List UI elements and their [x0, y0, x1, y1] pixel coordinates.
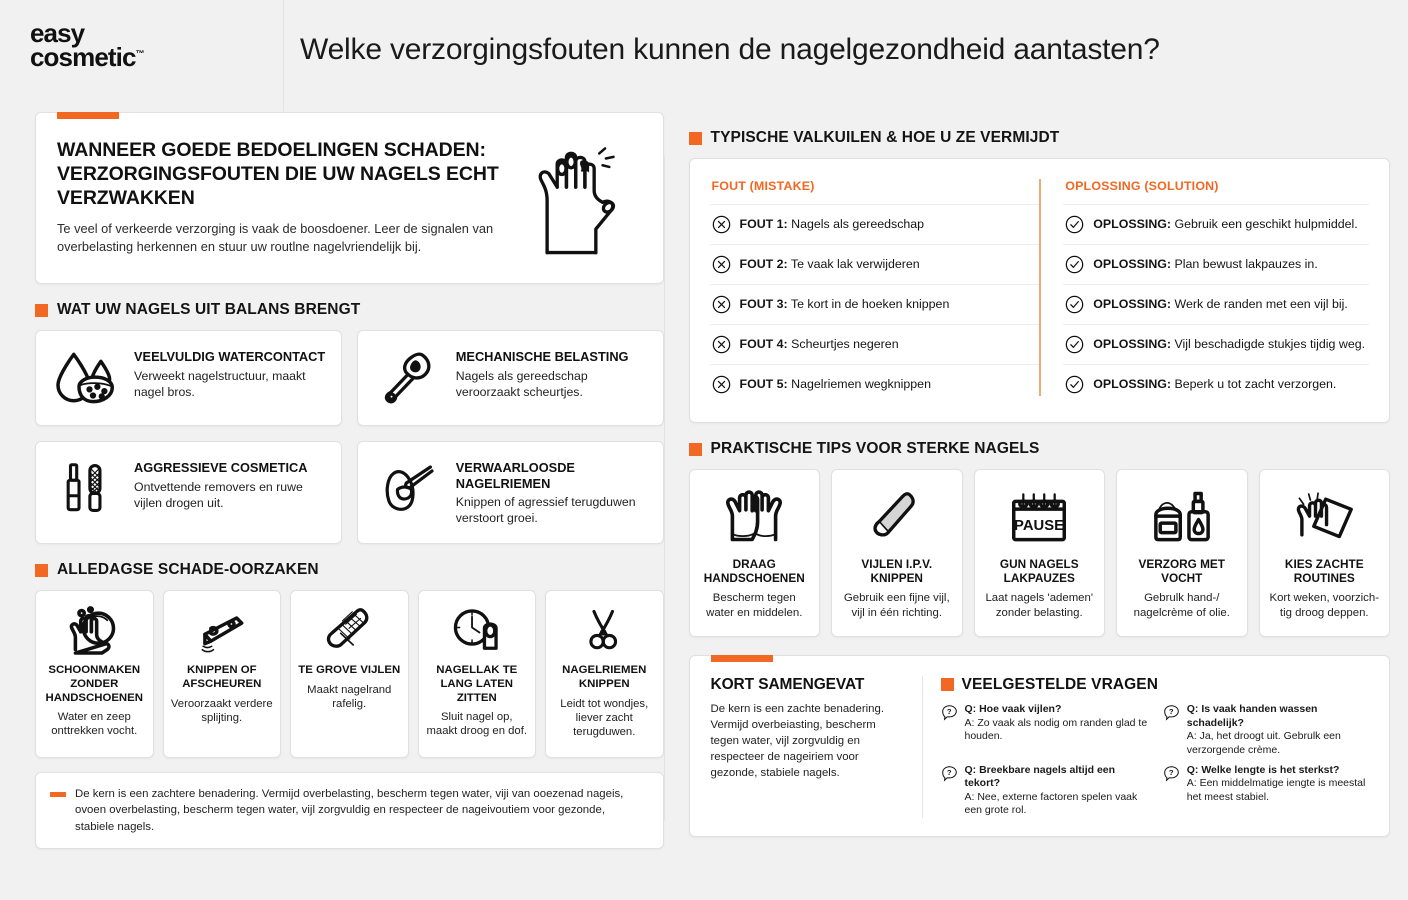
- balance-card-text: Ontvettende removers en ruwe vijlen drogen uit.: [134, 479, 303, 510]
- faq-answer: A: Ja, het droogt uit. Gebrulk een verzorgende crème.: [1186, 730, 1341, 756]
- bottle-opener-icon: [372, 347, 444, 405]
- accent-square-icon: [941, 678, 954, 691]
- solution-label: OPLOSSING:: [1093, 377, 1172, 392]
- hero-body: Te veel of verkeerde verzorging is vaak de boosdoener. Leer de signalen van overbelasting herkennen en stuur uw routlne nagelvriendelijk bij.: [57, 220, 494, 254]
- section-head-tips: [689, 440, 1391, 458]
- tip-card-title: VERZORG MET VOCHT: [1138, 557, 1225, 586]
- balance-card[interactable]: [35, 441, 342, 544]
- brand-line-1: easy: [30, 18, 85, 48]
- section-head-daily: [35, 561, 664, 579]
- svg-text:?: ?: [946, 707, 951, 717]
- solution-label: OPLOSSING:: [1093, 217, 1172, 232]
- hand-towel-icon: [1268, 486, 1382, 548]
- solution-text: Gebruik een geschikt hulpmiddel.: [1171, 217, 1358, 232]
- accent-square-icon: [35, 564, 48, 577]
- tip-card[interactable]: [1116, 469, 1248, 637]
- summary-text: De kern is een zachte benadering. Vermijd overbeiasting, bescherm tegen water, vijl zorgvuldig en respecteer de nageiriem voor gezonde, stabiele nagels.: [710, 702, 885, 779]
- mistake-text: Te vaak lak verwijderen: [787, 257, 920, 272]
- faq-item[interactable]: [941, 703, 1149, 758]
- water-drop-sponge-icon: [50, 347, 122, 409]
- table-row[interactable]: [1063, 324, 1369, 364]
- svg-text:?: ?: [1168, 767, 1174, 777]
- faq-question: Q: Breekbare nagels altijd een tekort?: [964, 763, 1116, 790]
- daily-card-title: KNIPPEN OF AFSCHEUREN: [182, 664, 262, 690]
- table-row[interactable]: [1063, 284, 1369, 324]
- nail-file-icon: [298, 604, 401, 656]
- accent-square-icon: [689, 443, 702, 456]
- tip-card[interactable]: [1259, 469, 1391, 637]
- accent-tab: [57, 112, 119, 119]
- tip-card-text: Kort weken, voorzich-tig droog deppen.: [1269, 592, 1380, 620]
- balance-card-grid: [35, 330, 664, 544]
- solution-text: Vijl beschadigde stukjes tijdig weg.: [1171, 337, 1366, 352]
- solution-label: OPLOSSING:: [1093, 257, 1172, 272]
- faq-heading-row: [941, 676, 1372, 694]
- left-column: [0, 112, 664, 849]
- hero-card: [35, 112, 664, 284]
- section-title-pitfalls: TYPISCHE VALKUILEN & HOE U ZE VERMIJDT: [710, 129, 1060, 146]
- faq-block: [923, 676, 1372, 818]
- calendar-pause-label: PAUSE: [1014, 518, 1065, 535]
- daily-card[interactable]: [163, 590, 282, 758]
- calendar-pause-icon: [983, 486, 1097, 548]
- tip-card-title: KIES ZACHTE ROUTINES: [1284, 557, 1364, 586]
- mistake-text: Nagelriemen wegknippen: [787, 377, 931, 392]
- question-bubble-icon: [1163, 765, 1180, 782]
- table-row[interactable]: [710, 204, 1040, 244]
- mistake-text: Scheurtjes negeren: [787, 337, 899, 352]
- table-row[interactable]: [710, 284, 1040, 324]
- check-circle-icon: [1065, 215, 1084, 234]
- balance-card[interactable]: [357, 330, 664, 426]
- daily-card[interactable]: [290, 590, 409, 758]
- daily-card-text: Water en zeep onttrekken vocht.: [51, 711, 138, 738]
- column-header-solution: OPLOSSING (SOLUTION): [1065, 179, 1219, 193]
- mistake-label: FOUT 4:: [739, 337, 788, 352]
- daily-card-text: Sluit nagel op, maakt droog en dof.: [426, 711, 527, 738]
- accent-dash-icon: [50, 792, 66, 797]
- brand-line-2: cosmetic: [30, 41, 136, 72]
- cross-circle-icon: [712, 375, 731, 394]
- cream-oil-icon: [1125, 486, 1239, 548]
- faq-item[interactable]: [1163, 764, 1371, 819]
- hero-title: WANNEER GOEDE BEDOELINGEN SCHADEN: VERZORGINGSFOUTEN DIE UW NAGELS ECHT VERZWAKKEN: [57, 139, 499, 209]
- cuticle-pusher-icon: [372, 458, 444, 516]
- table-row[interactable]: [1063, 364, 1369, 404]
- faq-question: Q: Is vaak handen wassen schadelijk?: [1186, 702, 1318, 729]
- tip-card-text: Laat nagels 'ademen' zonder belasting.: [985, 592, 1094, 620]
- balance-card[interactable]: [35, 330, 342, 426]
- check-circle-icon: [1065, 295, 1084, 314]
- summary-block: [711, 676, 923, 818]
- mistake-label: FOUT 3:: [739, 297, 788, 312]
- balance-card-text: Verweekt nagelstructuur, maakt nagel bros.: [134, 368, 306, 399]
- table-row[interactable]: [710, 364, 1040, 404]
- daily-card-title: TE GROVE VIJLEN: [298, 664, 401, 677]
- daily-card-title: NAGELLAK TE LANG LATEN ZITTEN: [436, 664, 518, 704]
- daily-card-title: SCHOONMAKEN ZONDER HANDSCHOENEN: [45, 664, 143, 704]
- daily-card[interactable]: [418, 590, 537, 758]
- tip-card[interactable]: [831, 469, 963, 637]
- section-title-daily: ALLEDAGSE SCHADE-OORZAKEN: [57, 561, 319, 579]
- accent-square-icon: [35, 304, 48, 317]
- table-row[interactable]: [1063, 244, 1369, 284]
- faq-question: Q: Hoe vaak vijlen?: [964, 702, 1062, 715]
- balance-card-title: AGGRESSIEVE COSMETICA: [134, 460, 308, 475]
- section-head-pitfalls: [689, 129, 1391, 147]
- summary-note-text: De kern is een zachtere benadering. Vermijd overbelasting, bescherm tegen water, viji van ooezenad nageis, ovoen overbelasting, bescherm tegen water, vijl zorgvuldig en respecteer de nageivoutiem voor gezonde, stabiele nagels.: [75, 788, 624, 833]
- faq-question: Q: Welke lengte is het sterkst?: [1186, 763, 1340, 776]
- daily-card-text: Veroorzaakt verdere splijting.: [170, 697, 273, 724]
- hand-cracked-nail-icon: [515, 135, 633, 261]
- question-bubble-icon: [1163, 704, 1180, 721]
- balance-card-text: Knippen of agressief terugduwen verstoort groei.: [455, 495, 636, 526]
- daily-card[interactable]: [35, 590, 154, 758]
- right-column: [664, 112, 1391, 849]
- cross-circle-icon: [712, 215, 731, 234]
- check-circle-icon: [1065, 255, 1084, 274]
- mistake-text: Te kort in de hoeken knippen: [787, 297, 950, 312]
- clock-nail-icon: [426, 604, 529, 656]
- faq-heading: VEELGESTELDE VRAGEN: [961, 675, 1159, 693]
- balance-card-title: VEELVULDIG WATERCONTACT: [134, 349, 326, 364]
- cuticle-scissors-icon: [553, 604, 656, 656]
- mistake-label: FOUT 5:: [739, 377, 788, 392]
- mistake-label: FOUT 2:: [739, 257, 788, 272]
- tip-card[interactable]: [689, 469, 821, 637]
- brand-logo[interactable]: [0, 14, 283, 70]
- section-title-balance: WAT UW NAGELS UIT BALANS BRENGT: [57, 301, 361, 318]
- solution-text: Beperk u tot zacht verzorgen.: [1171, 377, 1337, 392]
- tip-card-text: Bescherm tegen water en middelen.: [706, 592, 803, 620]
- faq-item[interactable]: [1163, 703, 1371, 758]
- content-columns: [0, 112, 1408, 849]
- daily-card-title: NAGELRIEMEN KNIPPEN: [562, 664, 647, 690]
- tip-card-title: GUN NAGELS LAKPAUZES: [999, 557, 1079, 586]
- svg-text:?: ?: [946, 767, 951, 777]
- section-head-balance: [35, 301, 664, 319]
- daily-card-text: Maakt nagelrand rafelig.: [307, 683, 392, 711]
- mistake-text: Nagels als gereedschap: [787, 217, 925, 232]
- table-row[interactable]: [710, 324, 1040, 364]
- trademark-symbol: ™: [135, 48, 145, 59]
- solution-column: [1039, 177, 1369, 404]
- section-title-tips: PRAKTISCHE TIPS VOOR STERKE NAGELS: [710, 440, 1040, 457]
- summary-faq-card: [689, 655, 1391, 837]
- nail-clipper-icon: [171, 604, 274, 656]
- column-header-mistake: FOUT (MISTAKE): [711, 179, 815, 193]
- balance-card-title: VERWAARLOOSDE NAGELRIEMEN: [455, 460, 575, 491]
- daily-card[interactable]: [545, 590, 664, 758]
- accent-tab: [711, 655, 773, 662]
- page-title: Welke verzorgingsfouten kunnen de nagelgezondheid aantasten?: [300, 33, 1160, 66]
- mistake-label: FOUT 1:: [739, 217, 788, 232]
- tip-card-text: Gebrulk hand-/ nagelcrème of olie.: [1133, 592, 1230, 620]
- tip-card-title: VIJLEN I.P.V. KNIPPEN: [861, 557, 933, 586]
- page-header: [0, 0, 1408, 112]
- nail-polish-file-icon: [50, 458, 122, 518]
- solution-text: Werk de randen met een vijl bij.: [1171, 297, 1348, 312]
- faq-grid: [941, 703, 1372, 818]
- solution-text: Plan bewust lakpauzes in.: [1171, 257, 1318, 272]
- tip-card[interactable]: [974, 469, 1106, 637]
- gloves-icon: [698, 486, 812, 548]
- balance-card-title: MECHANISCHE BELASTING: [455, 349, 629, 364]
- svg-text:?: ?: [1168, 707, 1174, 717]
- tip-card-title: DRAAG HANDSCHOENEN: [703, 557, 805, 586]
- mistake-column: [710, 177, 1040, 404]
- daily-card-text: Leidt tot wondjes, liever zacht terugduwen.: [560, 697, 649, 738]
- solution-label: OPLOSSING:: [1093, 337, 1172, 352]
- pitfalls-table: [689, 158, 1391, 423]
- cross-circle-icon: [712, 335, 731, 354]
- solution-label: OPLOSSING:: [1093, 297, 1172, 312]
- faq-answer: A: Zo vaak als nodig om randen glad te houden.: [964, 716, 1148, 743]
- question-bubble-icon: [941, 704, 958, 721]
- balance-card-text: Nagels als gereedschap veroorzaakt scheurtjes.: [455, 368, 588, 399]
- faq-answer: A: Een middelmatige iengte is meestal het meest stabiel.: [1186, 777, 1366, 803]
- daily-card-grid: [35, 590, 664, 758]
- question-bubble-icon: [941, 765, 958, 782]
- table-row[interactable]: [1063, 204, 1369, 244]
- cross-circle-icon: [712, 295, 731, 314]
- hand-washing-dish-icon: [43, 604, 146, 656]
- balance-card[interactable]: [357, 441, 664, 544]
- faq-answer: A: Nee, externe factoren spelen vaak een grote rol.: [964, 790, 1138, 817]
- nail-file-icon: [840, 486, 954, 548]
- summary-note: [35, 772, 664, 849]
- table-row[interactable]: [710, 244, 1040, 284]
- summary-title: KORT SAMENGEVAT: [710, 675, 865, 693]
- faq-item[interactable]: [941, 764, 1149, 819]
- cross-circle-icon: [712, 255, 731, 274]
- tips-card-grid: [689, 469, 1391, 637]
- accent-square-icon: [689, 132, 702, 145]
- tip-card-text: Gebruik een fijne vijl, vijl in één richting.: [843, 592, 950, 620]
- check-circle-icon: [1065, 375, 1084, 394]
- check-circle-icon: [1065, 335, 1084, 354]
